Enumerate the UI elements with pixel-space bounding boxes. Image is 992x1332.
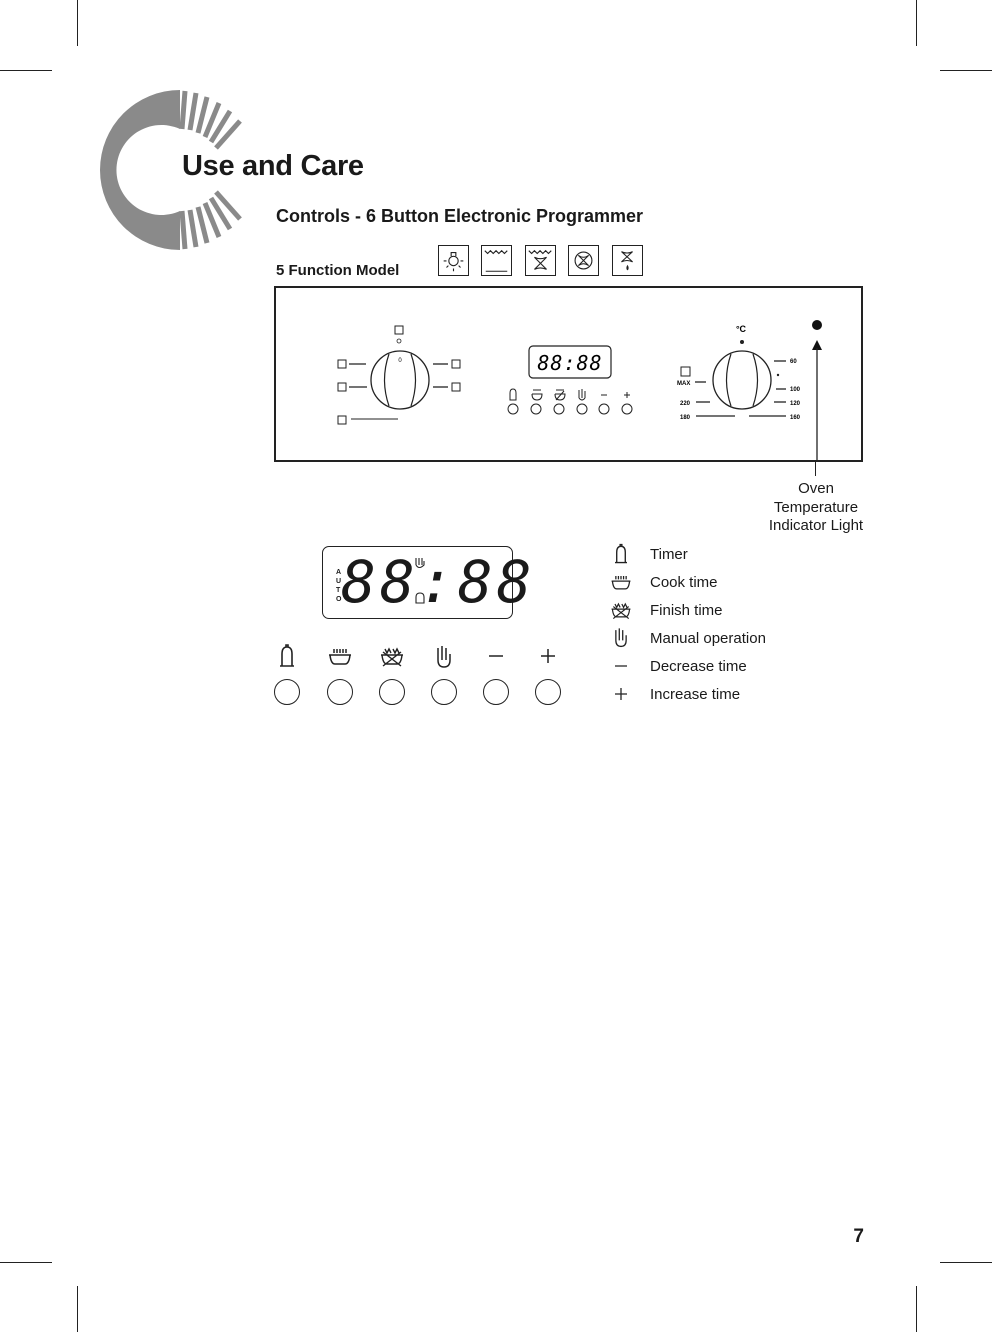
section-subtitle: Controls - 6 Button Electronic Programmer xyxy=(276,206,644,226)
fan-forced-icon xyxy=(525,245,556,276)
callout-line-1: Oven xyxy=(798,480,834,497)
page-number: 7 xyxy=(853,1226,864,1247)
fan-bake-icon xyxy=(568,245,599,276)
increase-time-button[interactable] xyxy=(535,679,561,705)
auto-letter: T xyxy=(336,587,341,594)
legend-timer: Timer xyxy=(650,546,688,563)
svg-text:160: 160 xyxy=(790,415,801,421)
legend-manual-operation: Manual operation xyxy=(650,630,766,647)
auto-letter: U xyxy=(336,578,342,585)
crop-mark xyxy=(77,1286,78,1332)
manual-operation-icon xyxy=(606,625,636,649)
page-title: Use and Care xyxy=(182,150,364,182)
svg-text:°C: °C xyxy=(735,324,747,334)
cook-time-button[interactable] xyxy=(327,679,353,705)
crop-mark xyxy=(0,70,52,71)
plus-icon xyxy=(533,642,563,670)
cook-time-icon xyxy=(325,642,355,670)
oven-temperature-indicator-light xyxy=(812,320,822,330)
crop-mark xyxy=(940,70,992,71)
plus-icon xyxy=(606,682,636,706)
minus-icon xyxy=(606,654,636,678)
svg-text:88:88: 88:88 xyxy=(537,351,603,375)
svg-text:100: 100 xyxy=(790,387,801,393)
svg-text:220: 220 xyxy=(680,401,691,407)
crop-mark xyxy=(916,0,917,46)
svg-text:180: 180 xyxy=(680,415,691,421)
conventional-bake-icon xyxy=(481,245,512,276)
programmer-display xyxy=(322,546,536,619)
mini-clock-display xyxy=(529,346,611,378)
model-label: 5 Function Model xyxy=(276,262,400,279)
callout-line-2: Temperature xyxy=(773,498,859,516)
finish-time-icon xyxy=(606,598,636,622)
svg-text:60: 60 xyxy=(790,359,797,365)
crop-mark xyxy=(940,1262,992,1263)
oven-light-icon xyxy=(438,245,469,276)
callout-line xyxy=(815,462,816,476)
function-dial[interactable] xyxy=(338,326,460,424)
legend-decrease-time: Decrease time xyxy=(650,658,747,675)
crop-mark xyxy=(0,1262,52,1263)
legend-increase-time: Increase time xyxy=(650,686,741,703)
svg-text:0: 0 xyxy=(398,358,402,364)
cook-time-icon xyxy=(606,570,636,594)
temperature-dial[interactable] xyxy=(677,324,801,421)
crop-mark xyxy=(77,0,78,46)
callout-arrow xyxy=(812,340,822,460)
display-digits: 88:88 xyxy=(341,548,536,616)
mini-button-row xyxy=(508,389,632,414)
timer-button[interactable] xyxy=(274,679,300,705)
manual-operation-button[interactable] xyxy=(431,679,457,705)
finish-time-icon xyxy=(377,642,407,670)
legend-finish-time: Finish time xyxy=(650,602,723,619)
finish-time-button[interactable] xyxy=(379,679,405,705)
manual-operation-icon xyxy=(429,642,459,670)
svg-text:120: 120 xyxy=(790,401,801,407)
defrost-icon xyxy=(612,245,643,276)
callout-line-3: Indicator Light xyxy=(768,517,864,534)
control-panel xyxy=(274,286,863,462)
timer-bell-icon xyxy=(272,642,302,670)
indicator-callout-text xyxy=(760,480,872,536)
decrease-time-button[interactable] xyxy=(483,679,509,705)
svg-text:MAX: MAX xyxy=(677,381,691,387)
auto-letter: A xyxy=(336,569,342,576)
minus-icon xyxy=(481,642,511,670)
legend-cook-time: Cook time xyxy=(650,574,718,591)
timer-bell-icon xyxy=(606,542,636,566)
auto-letter: O xyxy=(336,596,342,603)
crop-mark xyxy=(916,1286,917,1332)
